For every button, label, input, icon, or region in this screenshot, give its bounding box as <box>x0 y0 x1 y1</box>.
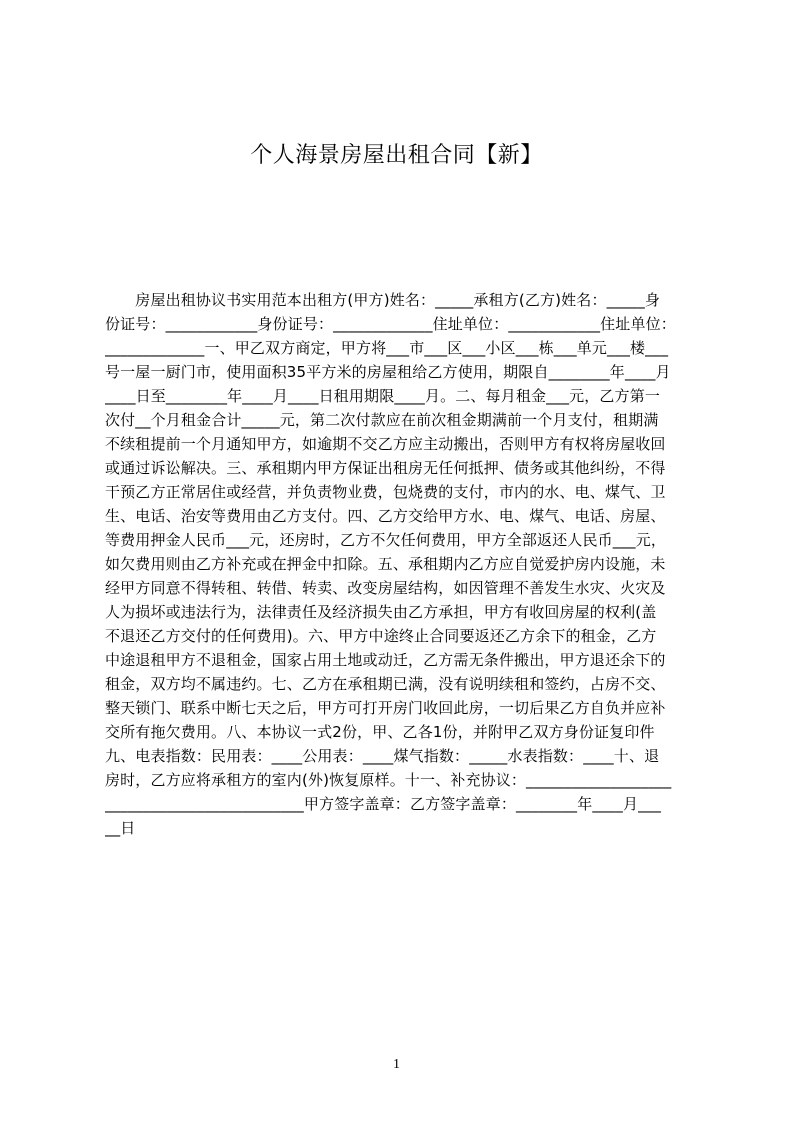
body-line: 九、电表指数：民用表：____公用表：____煤气指数：_____水表指数：____十、退 <box>105 747 660 765</box>
body-line: ____日至________年____月____日租用期限____月。二、每月租金___元，乙方第一 <box>105 387 661 405</box>
body-line: 号一屋一厨门市，使用面积35平方米的房屋租给乙方使用，期限自________年____月 <box>105 363 671 381</box>
body-line: __日 <box>105 819 136 837</box>
body-line: 份证号：____________身份证号：_____________住址单位：____________住址单位： <box>105 315 676 333</box>
body-line: 整天锁门、联系中断七天之后，甲方可打开房门收回此房，一切后果乙方自负并应补 <box>105 699 666 717</box>
body-line: 生、电话、治安等费用由乙方支付。四、乙方交给甲方水、电、煤气、电话、房屋、 <box>105 507 666 525</box>
body-line: 等费用押金人民币___元，还房时，乙方不欠任何费用，甲方全部返还人民币___元， <box>105 531 667 549</box>
body-line: 人为损坏或违法行为，法律责任及经济损失由乙方承担，甲方有收回房屋的权利(盖 <box>105 603 657 621</box>
body-line: 干预乙方正常居住或经营，并负责物业费，包烧费的支付，市内的水、电、煤气、卫 <box>105 483 666 501</box>
body-line: __________________________甲方签字盖章：乙方签字盖章：________年____月___ <box>105 795 662 813</box>
body-line: 如欠费用则由乙方补充或在押金中扣除。五、承租期内乙方应自觉爱护房内设施，未 <box>105 555 666 573</box>
body-line: 不续租提前一个月通知甲方，如逾期不交乙方应主动搬出，否则甲方有权将房屋收回 <box>105 435 666 453</box>
contract-body <box>105 288 697 908</box>
body-line: 中途退租甲方不退租金，国家占用土地或动迁，乙方需无条件搬出，甲方退还余下的 <box>105 651 666 669</box>
body-line: 不退还乙方交付的任何费用)。六、甲方中途终止合同要返还乙方余下的租金，乙方 <box>105 627 657 645</box>
body-line: 租金，双方均不属违约。七、乙方在承租期已满，没有说明续租和签约，占房不交、 <box>105 675 666 693</box>
body-line: 房屋出租协议书实用范本出租方(甲方)姓名：_____承租方(乙方)姓名：_____身 <box>105 291 661 309</box>
body-line: 或通过诉讼解决。三、承租期内甲方保证出租房无任何抵押、债务或其他纠纷，不得 <box>105 459 666 477</box>
document-title: 个人海景房屋出租合同【新】 <box>250 143 543 168</box>
body-line: _____________一、甲乙双方商定，甲方将___市___区___小区___栋___单元___楼___ <box>105 339 669 357</box>
body-line: 房时，乙方应将承租方的室内(外)恢复原样。十一、补充协议：___________________ <box>105 771 672 789</box>
body-line: 次付__个月租金合计_____元，第二次付款应在前次租金期满前一个月支付，租期满 <box>105 411 659 429</box>
body-line: 经甲方同意不得转租、转借、转卖、改变房屋结构，如因管理不善发生水灾、火灾及 <box>105 579 666 597</box>
body-line: 交所有拖欠费用。八、本协议一式2份，甲、乙各1份，并附甲乙双方身份证复印件 <box>105 723 655 741</box>
page-number: 1 <box>393 1057 400 1072</box>
